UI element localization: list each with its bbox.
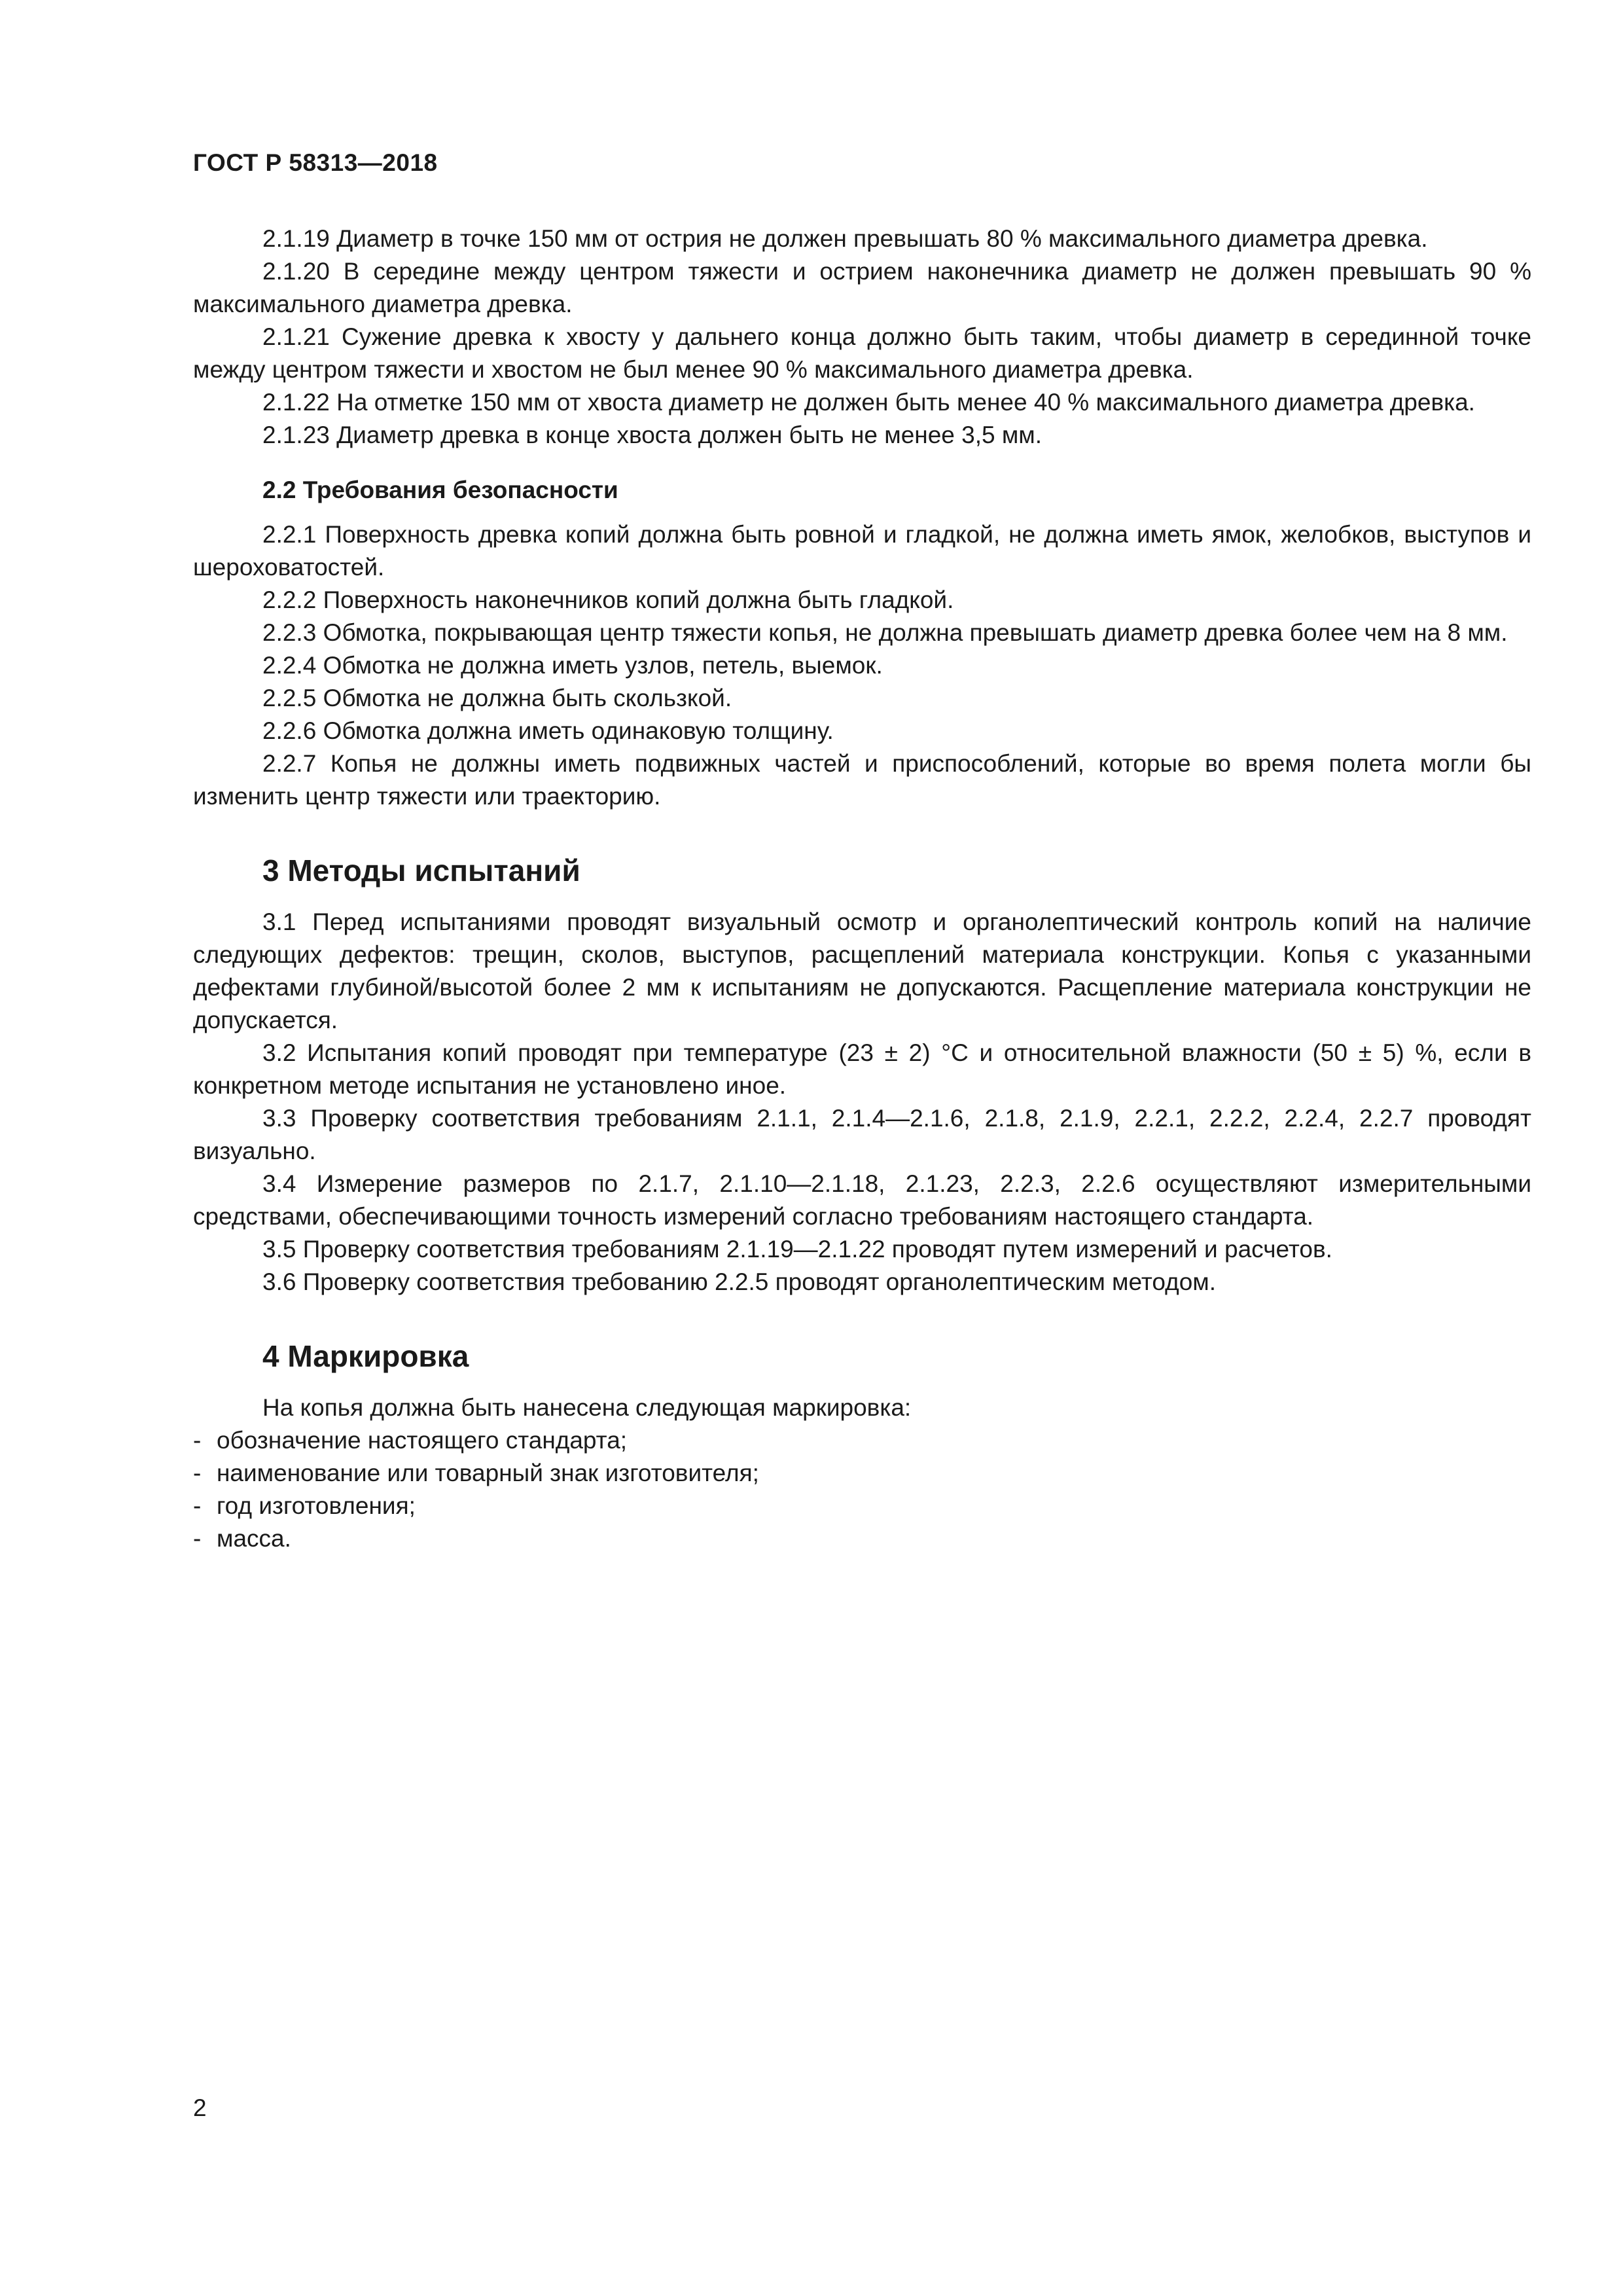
test-methods-heading: 3 Методы испытаний <box>262 853 580 888</box>
list-item <box>193 1424 1531 1457</box>
clause-3-5: 3.5 Проверку соответствия требованиям 2.1.19—2.1.22 проводят путем измерений и расчетов. <box>262 1236 1332 1263</box>
clause-3-6: 3.6 Проверку соответствия требованию 2.2.5 проводят органолептическим методом. <box>262 1268 1217 1295</box>
list-item-text: масса. <box>217 1525 291 1552</box>
clause-2-2-3: 2.2.3 Обмотка, покрывающая центр тяжести копья, не должна превышать диаметр древка более чем на 8 мм. <box>262 619 1508 646</box>
list-item-text: год изготовления; <box>217 1492 416 1519</box>
list-item <box>193 1457 1531 1490</box>
clause-2-1-20: 2.1.20 В середине между центром тяжести и острием наконечника диаметр не должен превышать 90 % максимального диаметра древка. <box>193 258 1531 317</box>
list-item-text: обозначение настоящего стандарта; <box>217 1427 628 1454</box>
clause-2-2-2: 2.2.2 Поверхность наконечников копий должна быть гладкой. <box>262 586 954 613</box>
marking-intro: На копья должна быть нанесена следующая маркировка: <box>262 1394 912 1421</box>
clause-3-3: 3.3 Проверку соответствия требованиям 2.1.1, 2.1.4—2.1.6, 2.1.8, 2.1.9, 2.2.1, 2.2.2, 2.2.4, 2.2.7 проводят визуально. <box>193 1105 1531 1164</box>
list-dash: - <box>193 1460 202 1486</box>
clause-2-2-4: 2.2.4 Обмотка не должна иметь узлов, петель, выемок. <box>262 652 883 679</box>
clause-2-2-5: 2.2.5 Обмотка не должна быть скользкой. <box>262 685 732 711</box>
clause-2-1-19: 2.1.19 Диаметр в точке 150 мм от острия не должен превышать 80 % максимального диаметра древка. <box>262 225 1428 252</box>
marking-list <box>193 1424 1531 1555</box>
clause-2-2-1: 2.2.1 Поверхность древка копий должна быть ровной и гладкой, не должна иметь ямок, желобков, выступов и шероховатостей. <box>193 521 1531 581</box>
clause-2-1-21: 2.1.21 Сужение древка к хвосту у дальнего конца должно быть таким, чтобы диаметр в серединной точке между центром тяжести и хвостом не был менее 90 % максимального диаметра древка. <box>193 323 1531 383</box>
document-body <box>193 223 1531 1555</box>
clause-2-1-23: 2.1.23 Диаметр древка в конце хвоста должен быть не менее 3,5 мм. <box>262 422 1043 448</box>
list-dash: - <box>193 1492 202 1519</box>
list-item <box>193 1522 1531 1555</box>
clause-2-2-6: 2.2.6 Обмотка должна иметь одинаковую толщину. <box>262 717 834 744</box>
list-dash: - <box>193 1525 202 1552</box>
clause-3-1: 3.1 Перед испытаниями проводят визуальный осмотр и органолептический контроль копий на наличие следующих дефектов: трещин, сколов, выступов, расщеплений материала конструкции. Копья с указанными дефектами глубиной/высотой более 2 мм к испытаниям не допускаются. Расщепление материала конструкции не допускается. <box>193 908 1531 1033</box>
clause-2-1-22: 2.1.22 На отметке 150 мм от хвоста диаметр не должен быть менее 40 % максимального диаметра древка. <box>262 389 1475 416</box>
clause-3-4: 3.4 Измерение размеров по 2.1.7, 2.1.10—2.1.18, 2.1.23, 2.2.3, 2.2.6 осуществляют измерительными средствами, обеспечивающими точность измерений согласно требованиям настоящего стандарта. <box>193 1170 1531 1230</box>
list-item <box>193 1490 1531 1522</box>
clause-3-2: 3.2 Испытания копий проводят при температуре (23 ± 2) °С и относительной влажности (50 ± 5) %, если в конкретном методе испытания не установлено иное. <box>193 1039 1531 1099</box>
safety-requirements-heading: 2.2 Требования безопасности <box>262 476 618 503</box>
page-number: 2 <box>193 2094 207 2121</box>
list-item-text: наименование или товарный знак изготовителя; <box>217 1460 759 1486</box>
document-code-header: ГОСТ Р 58313—2018 <box>193 149 438 176</box>
clause-2-2-7: 2.2.7 Копья не должны иметь подвижных частей и приспособлений, которые во время полета могли бы изменить центр тяжести или траекторию. <box>193 750 1531 810</box>
marking-heading: 4 Маркировка <box>262 1339 469 1373</box>
list-dash: - <box>193 1427 202 1454</box>
